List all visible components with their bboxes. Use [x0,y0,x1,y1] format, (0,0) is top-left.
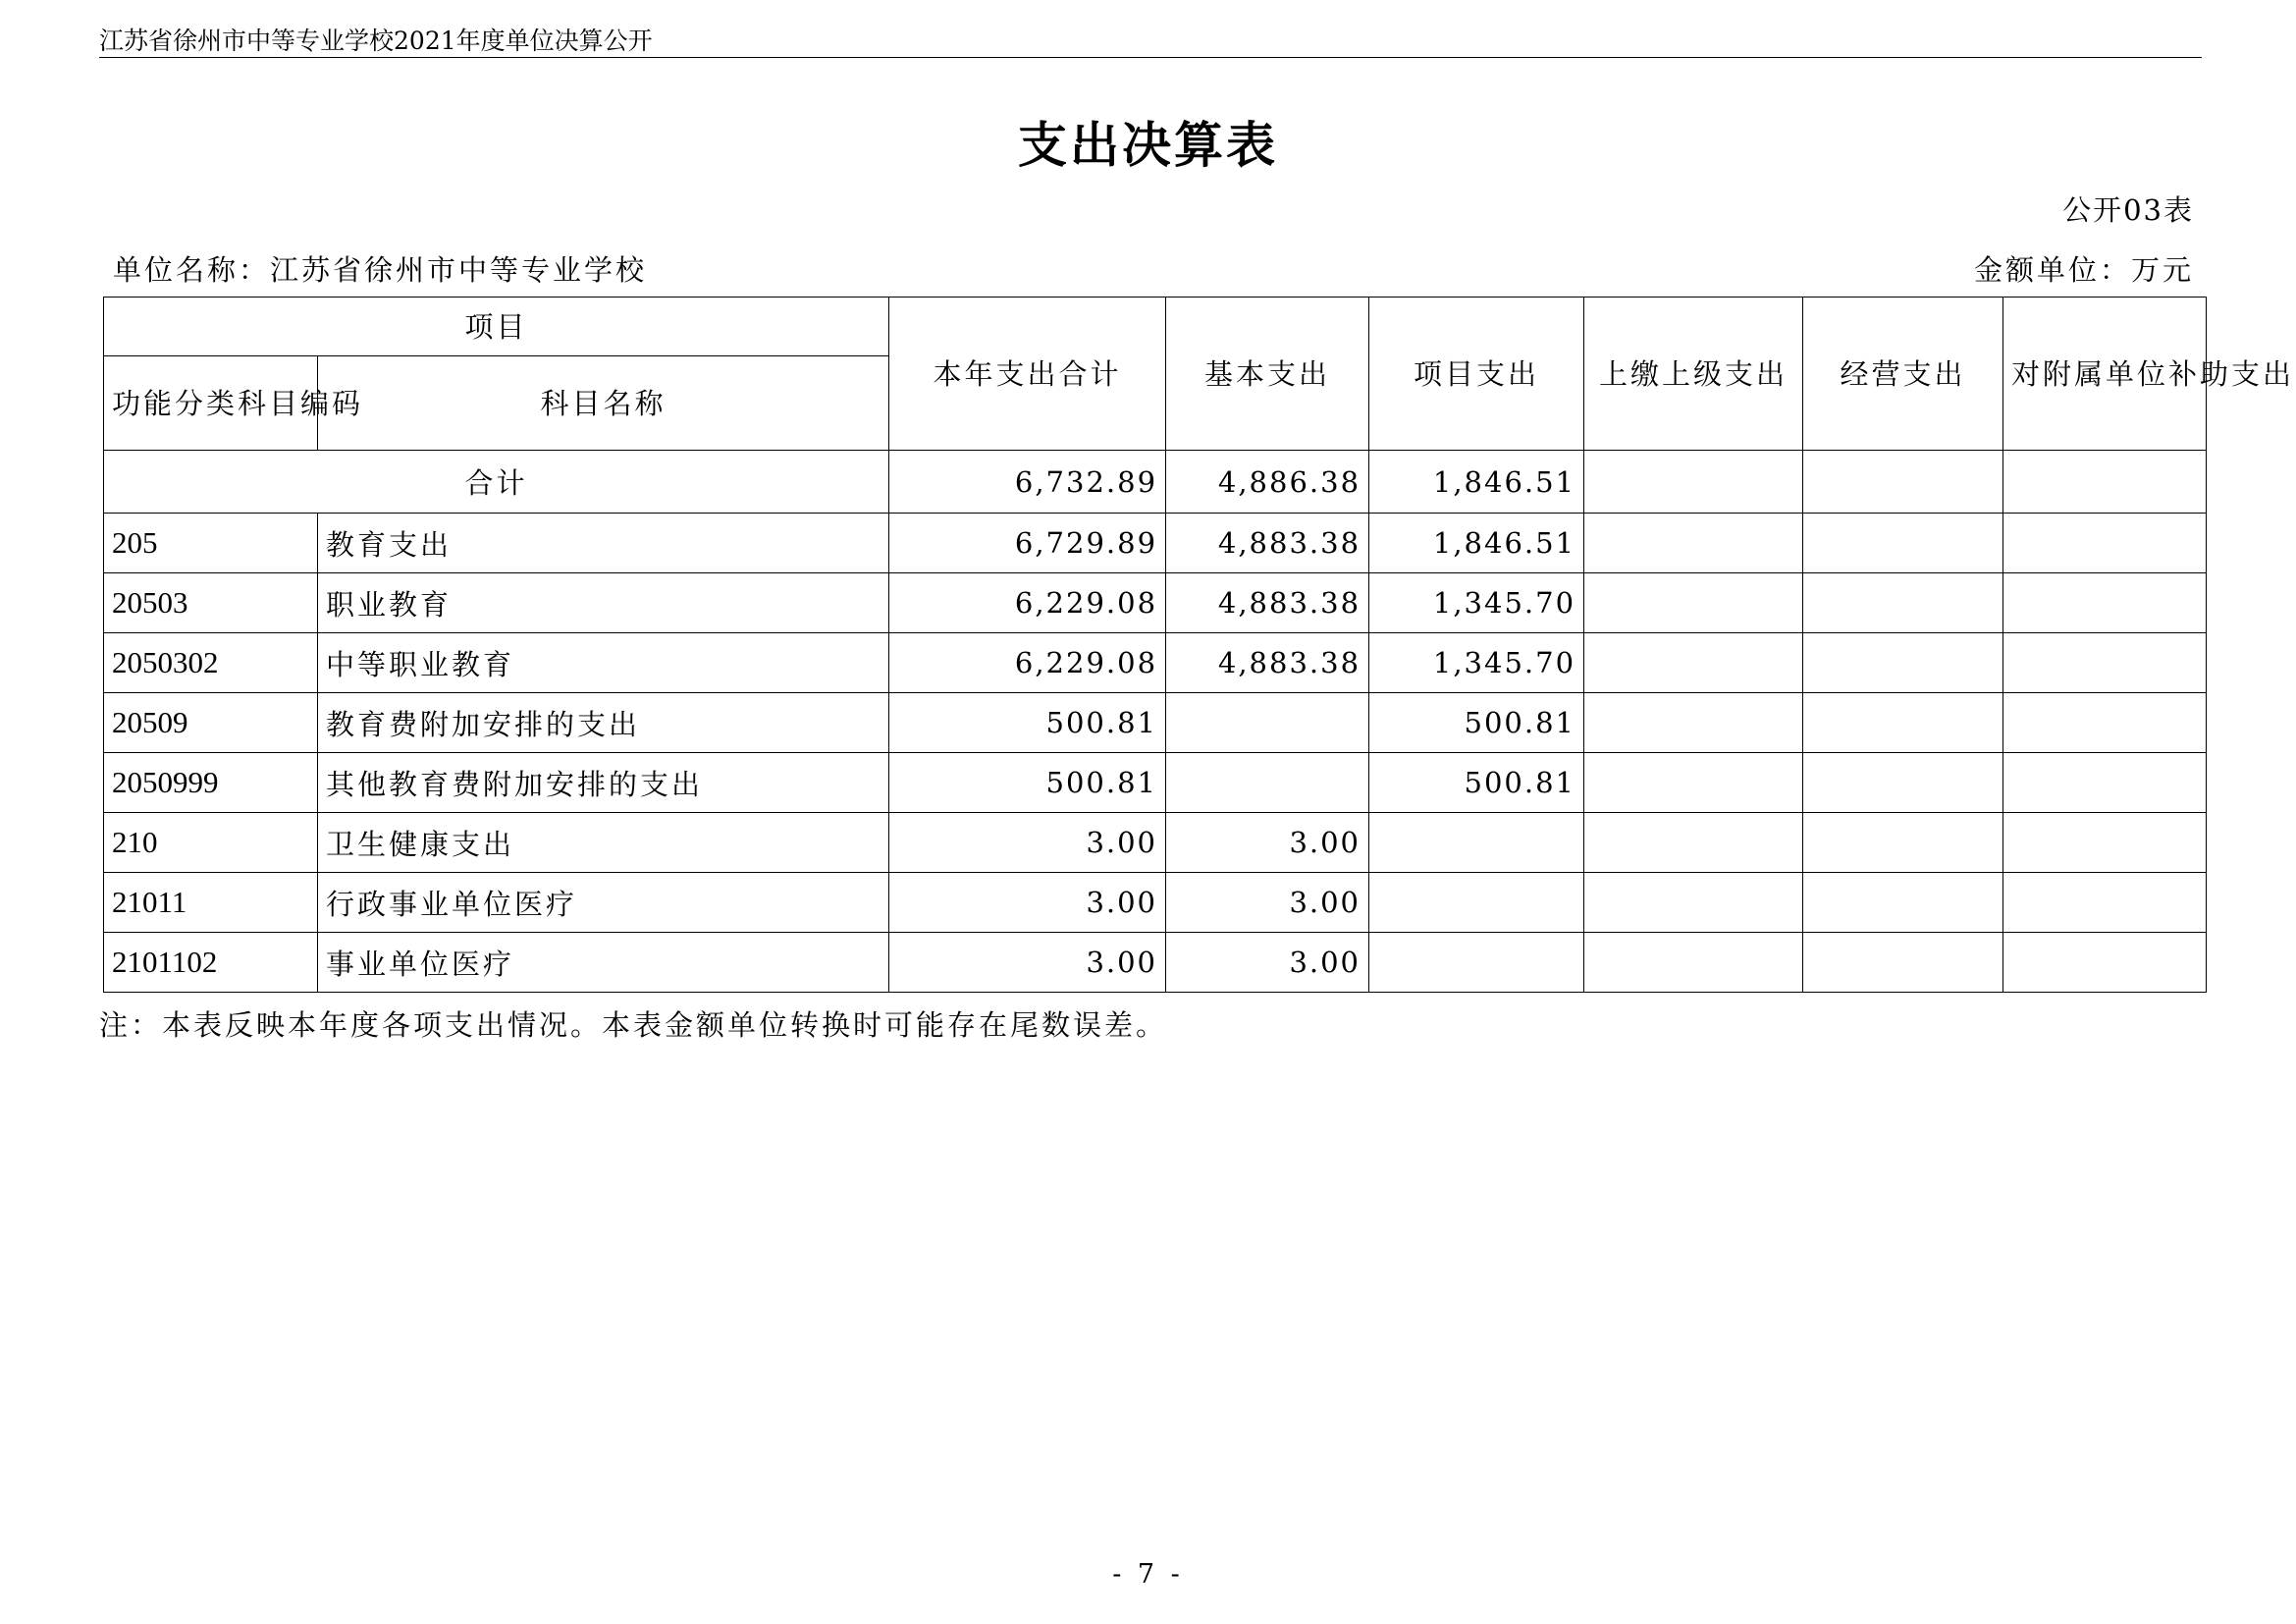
row-code: 21011 [104,873,318,933]
header-subject-name: 科目名称 [318,356,889,451]
total-project: 1,846.51 [1369,451,1584,514]
expenditure-table [103,297,2295,993]
table-row [104,693,2207,753]
total-total: 6,732.89 [889,451,1166,514]
row-subject-name: 其他教育费附加安排的支出 [318,753,889,813]
row-upper [1584,514,1803,573]
total-subsidy [2003,451,2207,514]
row-subject-name: 教育费附加安排的支出 [318,693,889,753]
row-project [1369,933,1584,993]
table-row [104,933,2207,993]
table-row [104,873,2207,933]
row-basic: 4,883.38 [1166,633,1369,693]
row-basic [1166,753,1369,813]
row-code: 2101102 [104,933,318,993]
row-basic: 4,883.38 [1166,514,1369,573]
row-project: 1,846.51 [1369,514,1584,573]
row-business [1803,753,2003,813]
row-business [1803,633,2003,693]
table-row [104,633,2207,693]
row-basic [1166,693,1369,753]
row-total: 500.81 [889,753,1166,813]
row-total: 3.00 [889,813,1166,873]
row-project: 500.81 [1369,753,1584,813]
row-project [1369,873,1584,933]
row-subsidy [2003,633,2207,693]
row-subsidy [2003,873,2207,933]
row-code: 20509 [104,693,318,753]
total-business [1803,451,2003,514]
row-business [1803,693,2003,753]
row-subject-name: 卫生健康支出 [318,813,889,873]
total-basic: 4,886.38 [1166,451,1369,514]
row-project: 1,345.70 [1369,573,1584,633]
row-project: 1,345.70 [1369,633,1584,693]
row-upper [1584,753,1803,813]
row-total: 3.00 [889,933,1166,993]
row-upper [1584,813,1803,873]
row-code: 205 [104,514,318,573]
table-row [104,813,2207,873]
row-subsidy [2003,933,2207,993]
header-project-expenditure: 项目支出 [1369,298,1584,451]
row-subsidy [2003,573,2207,633]
row-subject-name: 事业单位医疗 [318,933,889,993]
header-basic: 基本支出 [1166,298,1369,451]
table-number: 公开03表 [2062,193,2194,227]
row-business [1803,514,2003,573]
row-business [1803,573,2003,633]
row-business [1803,873,2003,933]
row-upper [1584,633,1803,693]
row-code: 210 [104,813,318,873]
row-total: 6,229.08 [889,573,1166,633]
row-total: 6,729.89 [889,514,1166,573]
row-upper [1584,573,1803,633]
row-code: 2050999 [104,753,318,813]
row-basic: 4,883.38 [1166,573,1369,633]
header-function-code: 功能分类科目编码 [104,356,318,451]
header-subsidy: 对附属单位补助支出 [2003,298,2207,451]
total-label: 合计 [104,451,889,514]
row-total: 500.81 [889,693,1166,753]
row-subject-name: 教育支出 [318,514,889,573]
page-number: - 7 - [1112,1559,1184,1590]
row-upper [1584,873,1803,933]
table-row [104,573,2207,633]
table-note: 注：本表反映本年度各项支出情况。本表金额单位转换时可能存在尾数误差。 [99,1008,1168,1042]
running-header: 江苏省徐州市中等专业学校2021年度单位决算公开 [99,27,653,55]
row-total: 3.00 [889,873,1166,933]
header-project: 项目 [104,298,889,356]
amount-unit: 金额单位：万元 [1973,253,2194,287]
row-project [1369,813,1584,873]
table-row [104,514,2207,573]
row-total: 6,229.08 [889,633,1166,693]
row-subject-name: 职业教育 [318,573,889,633]
row-subject-name: 中等职业教育 [318,633,889,693]
row-basic: 3.00 [1166,933,1369,993]
row-subsidy [2003,693,2207,753]
page-title: 支出决算表 [1018,116,1278,174]
row-business [1803,813,2003,873]
row-business [1803,933,2003,993]
header-total: 本年支出合计 [889,298,1166,451]
row-subject-name: 行政事业单位医疗 [318,873,889,933]
row-subsidy [2003,813,2207,873]
total-upper [1584,451,1803,514]
row-code: 20503 [104,573,318,633]
row-subsidy [2003,753,2207,813]
header-business: 经营支出 [1803,298,2003,451]
header-upper: 上缴上级支出 [1584,298,1803,451]
total-row [104,451,2207,514]
header-rule [99,57,2202,58]
row-upper [1584,933,1803,993]
table-row [104,753,2207,813]
row-upper [1584,693,1803,753]
row-basic: 3.00 [1166,873,1369,933]
row-subsidy [2003,514,2207,573]
row-project: 500.81 [1369,693,1584,753]
unit-name: 单位名称：江苏省徐州市中等专业学校 [113,253,648,287]
row-code: 2050302 [104,633,318,693]
row-basic: 3.00 [1166,813,1369,873]
